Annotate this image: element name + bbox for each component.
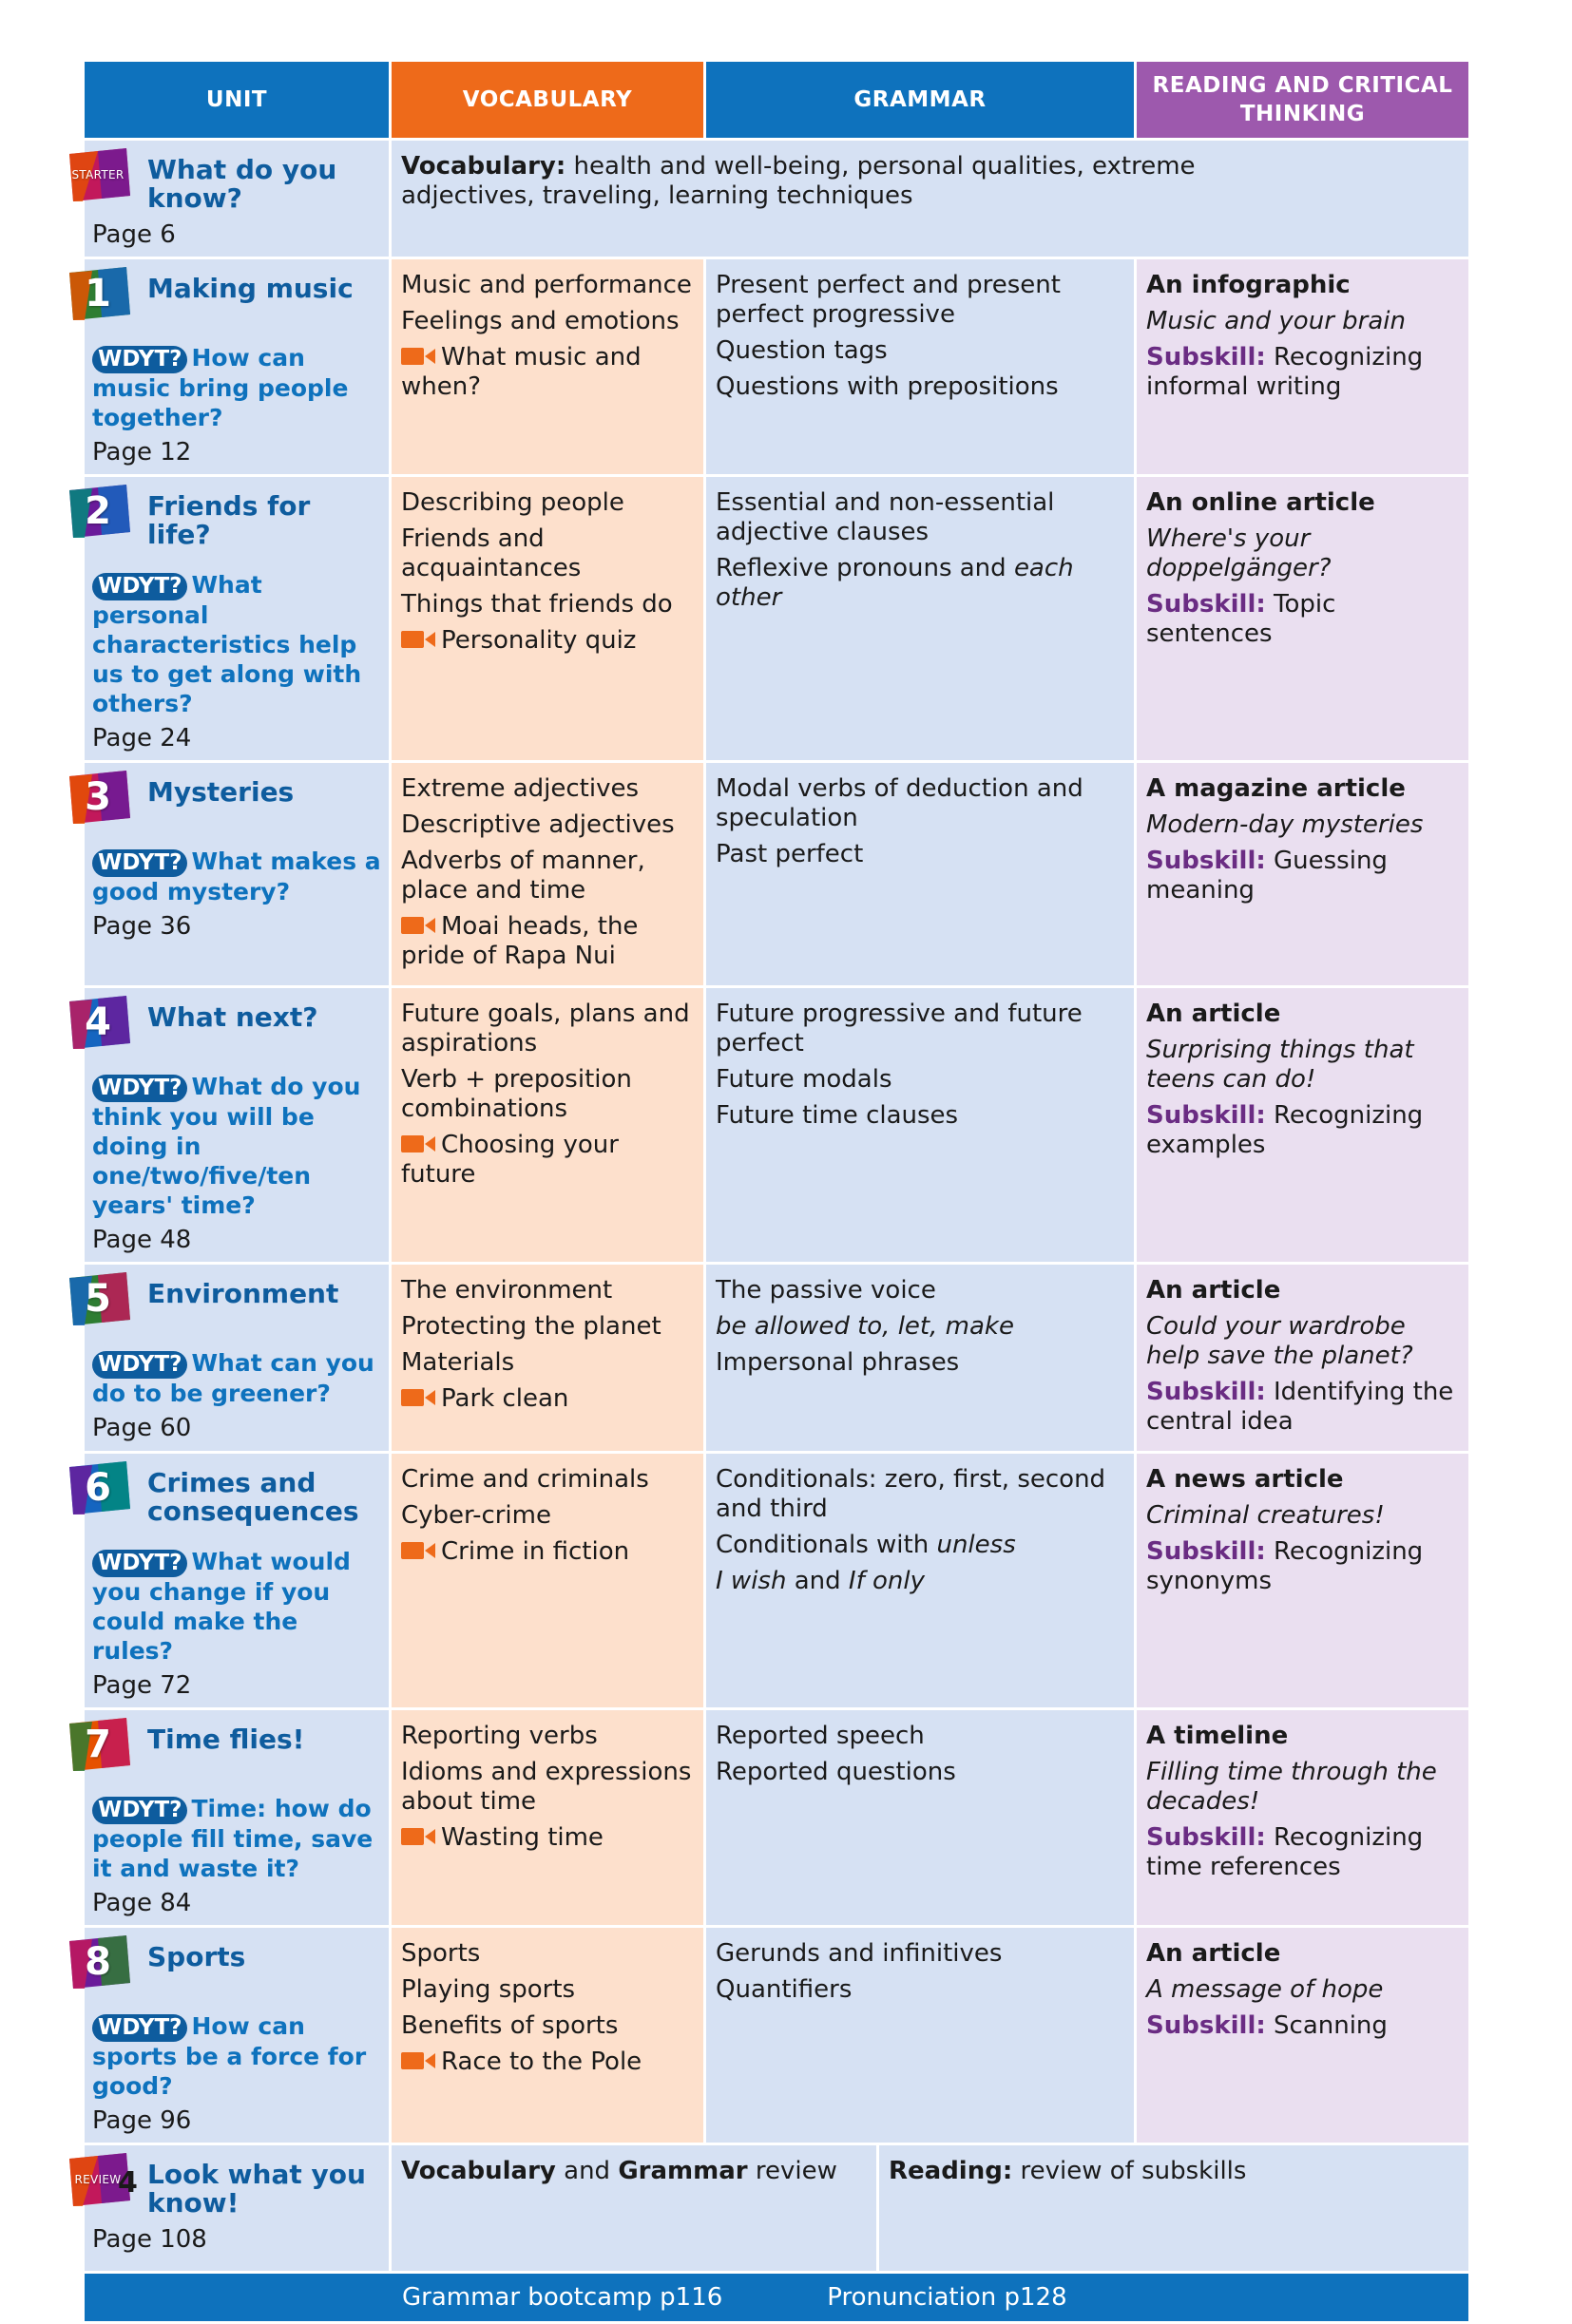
video-title: Personality quiz	[441, 626, 637, 655]
reading-cell	[1137, 1454, 1468, 1707]
vocabulary-cell	[392, 1928, 703, 2143]
vocabulary-cell	[392, 259, 703, 474]
reading-title: Criminal creatures!	[1146, 1501, 1385, 1530]
wdyt-text: How can music bring people together?	[92, 344, 349, 431]
reading-type: A news article	[1146, 1465, 1344, 1494]
vocab-item: Cyber-crime	[401, 1501, 551, 1530]
subskill-text: Scanning	[1274, 2011, 1388, 2040]
grammar-item: Past perfect	[716, 840, 864, 868]
review-and-text: and	[555, 2157, 619, 2185]
grammar-item	[716, 554, 1124, 613]
reading-type: A magazine article	[1146, 774, 1406, 803]
video-title: Choosing your future	[401, 1131, 619, 1189]
subskill-label: Subskill:	[1146, 343, 1266, 371]
unit-row	[85, 1454, 1468, 1707]
wdyt-tag: WDYT?	[92, 1797, 187, 1824]
unit-number-badge-icon	[64, 265, 132, 322]
unit-title[interactable]: Making music	[147, 273, 354, 304]
subskill-text: Recognizing informal writing	[1146, 343, 1424, 401]
unit-number-badge-icon	[64, 1933, 132, 1991]
vocab-item: Extreme adjectives	[401, 774, 640, 803]
starter-vocab-label: Vocabulary:	[401, 152, 566, 181]
subskill-line	[1146, 1537, 1459, 1596]
unit-number: 6	[85, 1466, 111, 1510]
grammar-item: The passive voice	[716, 1276, 936, 1305]
subskill-label: Subskill:	[1146, 2011, 1266, 2040]
unit-row	[85, 1265, 1468, 1451]
grammar-item: be allowed to, let, make	[716, 1312, 1014, 1341]
reading-type: An article	[1146, 1939, 1281, 1968]
wdyt-text: What can you do to be greener?	[92, 1349, 374, 1407]
subskill-text: Recognizing time references	[1146, 1823, 1424, 1881]
vocabulary-cell	[392, 1265, 703, 1451]
unit-number-badge-icon	[64, 483, 132, 540]
unit-cell	[85, 763, 389, 985]
reading-title: Where's your doppelgänger?	[1146, 524, 1332, 582]
vocab-item: Reporting verbs	[401, 1722, 598, 1750]
review-title: Look what you know!	[147, 2159, 366, 2219]
unit-cell	[85, 1710, 389, 1925]
review-badge-label: REVIEW	[74, 2173, 122, 2186]
wdyt-question	[92, 847, 381, 906]
review-unit-cell	[74, 2145, 389, 2271]
unit-header: UNIT	[85, 62, 389, 138]
grammar-cell	[706, 1710, 1134, 1925]
unit-cell	[85, 1928, 389, 2143]
reading-title: Could your wardrobe help save the planet?	[1146, 1312, 1413, 1370]
reading-header	[1137, 62, 1468, 138]
grammar-text: Conditionals with	[716, 1531, 937, 1559]
grammar-item: Future progressive and future perfect	[716, 1000, 1083, 1057]
subskill-text: Identifying the central idea	[1146, 1378, 1454, 1436]
unit-page: Page 60	[92, 1414, 192, 1442]
grammar-header: GRAMMAR	[706, 62, 1134, 138]
vocab-item: Music and performance	[401, 271, 692, 299]
vocab-item: Verb + preposition combinations	[401, 1065, 632, 1123]
grammar-cell	[706, 763, 1134, 985]
video-item	[401, 626, 694, 656]
video-camera-icon	[401, 1133, 435, 1154]
subskill-text: Recognizing synonyms	[1146, 1537, 1424, 1595]
vocab-item: Friends and acquaintances	[401, 524, 582, 582]
grammar-italic: I wish	[716, 1567, 787, 1595]
vocab-item: Playing sports	[401, 1975, 576, 2004]
wdyt-tag: WDYT?	[92, 1351, 187, 1379]
vocab-item: Adverbs of manner, place and time	[401, 847, 645, 905]
unit-row	[85, 763, 1468, 985]
grammar-item: Conditionals: zero, first, second and third	[716, 1465, 1106, 1523]
unit-number: 4	[85, 1000, 111, 1044]
video-camera-icon	[401, 1387, 435, 1408]
unit-title[interactable]: What next?	[147, 1001, 318, 1033]
vocabulary-cell	[392, 1454, 703, 1707]
unit-title[interactable]: Sports	[147, 1941, 246, 1972]
review-page: Page 108	[92, 2225, 207, 2254]
grammar-item: Questions with prepositions	[716, 372, 1059, 401]
video-item	[401, 1384, 694, 1414]
video-item	[401, 343, 694, 402]
header-row	[85, 62, 1468, 138]
unit-row	[85, 1928, 1468, 2143]
unit-page: Page 36	[92, 912, 192, 941]
unit-page: Page 72	[92, 1671, 192, 1700]
subskill-line	[1146, 1823, 1459, 1882]
wdyt-text: What personal characteristics help us to get along with others?	[92, 571, 362, 717]
unit-page: Page 12	[92, 438, 192, 467]
unit-page: Page 24	[92, 724, 192, 752]
unit-title[interactable]: Time flies!	[147, 1724, 305, 1755]
unit-page: Page 96	[92, 2106, 192, 2135]
wdyt-question	[92, 1348, 381, 1408]
starter-vocab-text: health and well-being, personal qualities, extreme adjectives, traveling, learning techniques	[401, 152, 1196, 210]
wdyt-question	[92, 570, 381, 718]
grammar-item: Modal verbs of deduction and speculation	[716, 774, 1083, 832]
video-camera-icon	[401, 915, 435, 936]
unit-cell	[85, 477, 389, 760]
unit-title[interactable]: Crimes and consequences	[147, 1467, 359, 1527]
contents-table	[71, 59, 1471, 2324]
vocab-item: Things that friends do	[401, 590, 673, 619]
reading-cell	[1137, 259, 1468, 474]
grammar-item: Essential and non-essential adjective clauses	[716, 488, 1055, 546]
vocab-item: Future goals, plans and aspirations	[401, 1000, 690, 1057]
unit-title[interactable]: Mysteries	[147, 776, 295, 808]
reading-title: Music and your brain	[1146, 307, 1406, 335]
reading-cell	[1137, 763, 1468, 985]
video-camera-icon	[401, 2050, 435, 2071]
vocabulary-cell	[392, 763, 703, 985]
wdyt-text: How can sports be a force for good?	[92, 2012, 367, 2100]
subskill-text: Guessing meaning	[1146, 847, 1388, 905]
grammar-cell	[706, 1265, 1134, 1451]
subskill-text: Recognizing examples	[1146, 1101, 1424, 1159]
starter-badge-icon	[64, 146, 132, 203]
grammar-cell	[706, 259, 1134, 474]
wdyt-text: Time: how do people fill time, save it and waste it?	[92, 1795, 374, 1882]
unit-row	[85, 259, 1468, 474]
grammar-item: Reported questions	[716, 1758, 956, 1786]
review-vocab-label: Vocabulary	[401, 2157, 556, 2185]
grammar-italic: unless	[936, 1531, 1016, 1559]
pronunciation-link[interactable]: Pronunciation p128	[827, 2283, 1067, 2312]
unit-number-badge-icon	[64, 994, 132, 1051]
unit-row	[85, 988, 1468, 1262]
unit-row	[85, 1710, 1468, 1925]
video-title: Park clean	[441, 1384, 569, 1413]
reading-cell	[1137, 1710, 1468, 1925]
review-review-text: review	[747, 2157, 837, 2185]
grammar-bootcamp-link[interactable]: Grammar bootcamp p116	[402, 2283, 723, 2312]
starter-page: Page 6	[92, 220, 176, 249]
video-camera-icon	[401, 1540, 435, 1561]
subskill-line	[1146, 343, 1459, 402]
unit-number: 8	[85, 1940, 111, 1984]
review-reading-text: review of subskills	[1012, 2157, 1247, 2185]
video-title: Wasting time	[441, 1823, 604, 1852]
grammar-italic: If only	[848, 1567, 925, 1595]
wdyt-tag: WDYT?	[92, 849, 187, 877]
video-camera-icon	[401, 629, 435, 650]
vocab-item: Crime and criminals	[401, 1465, 649, 1494]
page-number: 4	[118, 2166, 138, 2200]
footer-row	[85, 2274, 1468, 2321]
reading-header-line1: READING AND CRITICAL	[1152, 73, 1453, 98]
vocab-item: Benefits of sports	[401, 2011, 619, 2040]
video-title: What music and when?	[401, 343, 642, 401]
grammar-item: Question tags	[716, 336, 888, 365]
starter-badge-label: STARTER	[71, 168, 125, 181]
wdyt-tag: WDYT?	[92, 1075, 187, 1102]
subskill-label: Subskill:	[1146, 590, 1266, 619]
grammar-item: Future time clauses	[716, 1101, 959, 1130]
unit-cell	[85, 1454, 389, 1707]
vocabulary-cell	[392, 1710, 703, 1925]
unit-number: 2	[85, 489, 111, 533]
grammar-text: and	[786, 1567, 849, 1595]
unit-number: 3	[85, 775, 111, 819]
video-item	[401, 912, 694, 971]
grammar-cell	[706, 1454, 1134, 1707]
unit-number: 5	[85, 1277, 111, 1321]
subskill-line	[1146, 1101, 1459, 1160]
grammar-item: Gerunds and infinitives	[716, 1939, 1003, 1968]
subskill-line	[1146, 590, 1459, 649]
subskill-line	[1146, 2011, 1459, 2041]
wdyt-tag: WDYT?	[92, 2014, 187, 2042]
video-camera-icon	[401, 346, 435, 367]
reading-type: A timeline	[1146, 1722, 1289, 1750]
starter-unit-cell	[71, 141, 389, 257]
reading-type: An article	[1146, 1000, 1281, 1028]
unit-number-badge-icon	[64, 769, 132, 826]
vocabulary-cell	[392, 988, 703, 1262]
vocab-item: Descriptive adjectives	[401, 810, 675, 839]
vocab-item: The environment	[401, 1276, 613, 1305]
vocabulary-header: VOCABULARY	[392, 62, 703, 138]
review-grammar-label: Grammar	[618, 2157, 748, 2185]
reading-cell	[1137, 477, 1468, 760]
subskill-label: Subskill:	[1146, 1101, 1266, 1130]
grammar-item: Present perfect and present perfect progressive	[716, 271, 1061, 329]
grammar-item: Reported speech	[716, 1722, 925, 1750]
unit-cell	[85, 1265, 389, 1451]
video-title: Crime in fiction	[441, 1537, 630, 1566]
unit-title[interactable]: Friends for life?	[147, 490, 311, 550]
grammar-item: Future modals	[716, 1065, 892, 1094]
unit-row	[85, 477, 1468, 760]
wdyt-text: What would you change if you could make the rules?	[92, 1548, 351, 1665]
subskill-label: Subskill:	[1146, 1823, 1266, 1852]
unit-number: 1	[85, 272, 111, 315]
reading-title: A message of hope	[1146, 1975, 1384, 2004]
video-camera-icon	[401, 1826, 435, 1847]
video-item	[401, 2048, 694, 2077]
wdyt-text: What makes a good mystery?	[92, 848, 381, 905]
starter-title: What do you know?	[147, 154, 337, 214]
footer-bar	[85, 2274, 1468, 2321]
unit-number: 7	[85, 1723, 111, 1766]
unit-cell	[85, 988, 389, 1262]
reading-type: An online article	[1146, 488, 1375, 517]
video-title: Race to the Pole	[441, 2048, 642, 2076]
grammar-cell	[706, 988, 1134, 1262]
video-item	[401, 1537, 694, 1567]
vocab-item: Materials	[401, 1348, 515, 1377]
wdyt-question	[92, 1072, 381, 1220]
wdyt-question	[92, 1547, 381, 1666]
subskill-line	[1146, 1378, 1459, 1437]
wdyt-tag: WDYT?	[92, 1550, 187, 1577]
subskill-label: Subskill:	[1146, 1537, 1266, 1566]
reading-title: Filling time through the decades!	[1146, 1758, 1437, 1816]
reading-cell	[1137, 988, 1468, 1262]
vocab-item: Protecting the planet	[401, 1312, 661, 1341]
review-split-cell	[392, 2145, 1468, 2271]
review-reading-label: Reading:	[889, 2157, 1013, 2185]
reading-type: An article	[1146, 1276, 1281, 1305]
wdyt-question	[92, 1794, 381, 1883]
wdyt-question	[92, 2011, 381, 2101]
unit-title[interactable]: Environment	[147, 1278, 339, 1309]
unit-number-badge-icon	[64, 1716, 132, 1773]
vocabulary-cell	[392, 477, 703, 760]
grammar-item: Quantifiers	[716, 1975, 853, 2004]
reading-type: An infographic	[1146, 271, 1351, 299]
grammar-item	[716, 1531, 1124, 1560]
grammar-item: Impersonal phrases	[716, 1348, 960, 1377]
starter-vocab-cell	[392, 141, 1468, 257]
wdyt-tag: WDYT?	[92, 573, 187, 600]
vocab-item: Feelings and emotions	[401, 307, 680, 335]
starter-row	[85, 141, 1468, 257]
grammar-item	[716, 1567, 1124, 1596]
grammar-cell	[706, 1928, 1134, 2143]
reading-title: Modern-day mysteries	[1146, 810, 1424, 839]
video-title: Moai heads, the pride of Rapa Nui	[401, 912, 639, 970]
wdyt-question	[92, 343, 381, 432]
unit-page: Page 84	[92, 1889, 192, 1917]
grammar-italic: each other	[716, 554, 1074, 612]
unit-page: Page 48	[92, 1226, 192, 1254]
vocab-item: Idioms and expressions about time	[401, 1758, 692, 1816]
wdyt-text: What do you think you will be doing in one/two/five/ten years' time?	[92, 1073, 361, 1219]
vocab-item: Describing people	[401, 488, 624, 517]
reading-title: Surprising things that teens can do!	[1146, 1036, 1414, 1094]
subskill-label: Subskill:	[1146, 1378, 1266, 1406]
reading-cell	[1137, 1265, 1468, 1451]
subskill-line	[1146, 847, 1459, 905]
video-item	[401, 1131, 694, 1190]
subskill-label: Subskill:	[1146, 847, 1266, 875]
review-vocab-grammar-cell	[392, 2145, 876, 2271]
grammar-text: Reflexive pronouns and	[716, 554, 1014, 582]
vocab-item: Sports	[401, 1939, 481, 1968]
reading-cell	[1137, 1928, 1468, 2143]
grammar-cell	[706, 477, 1134, 760]
wdyt-tag: WDYT?	[92, 346, 187, 373]
unit-number-badge-icon	[64, 1459, 132, 1516]
unit-number-badge-icon	[64, 1270, 132, 1327]
video-item	[401, 1823, 694, 1853]
review-reading-cell	[879, 2145, 1468, 2271]
subskill-text: Topic sentences	[1146, 590, 1336, 648]
reading-header-line2: THINKING	[1239, 102, 1366, 126]
review-row	[85, 2145, 1468, 2271]
unit-cell	[85, 259, 389, 474]
